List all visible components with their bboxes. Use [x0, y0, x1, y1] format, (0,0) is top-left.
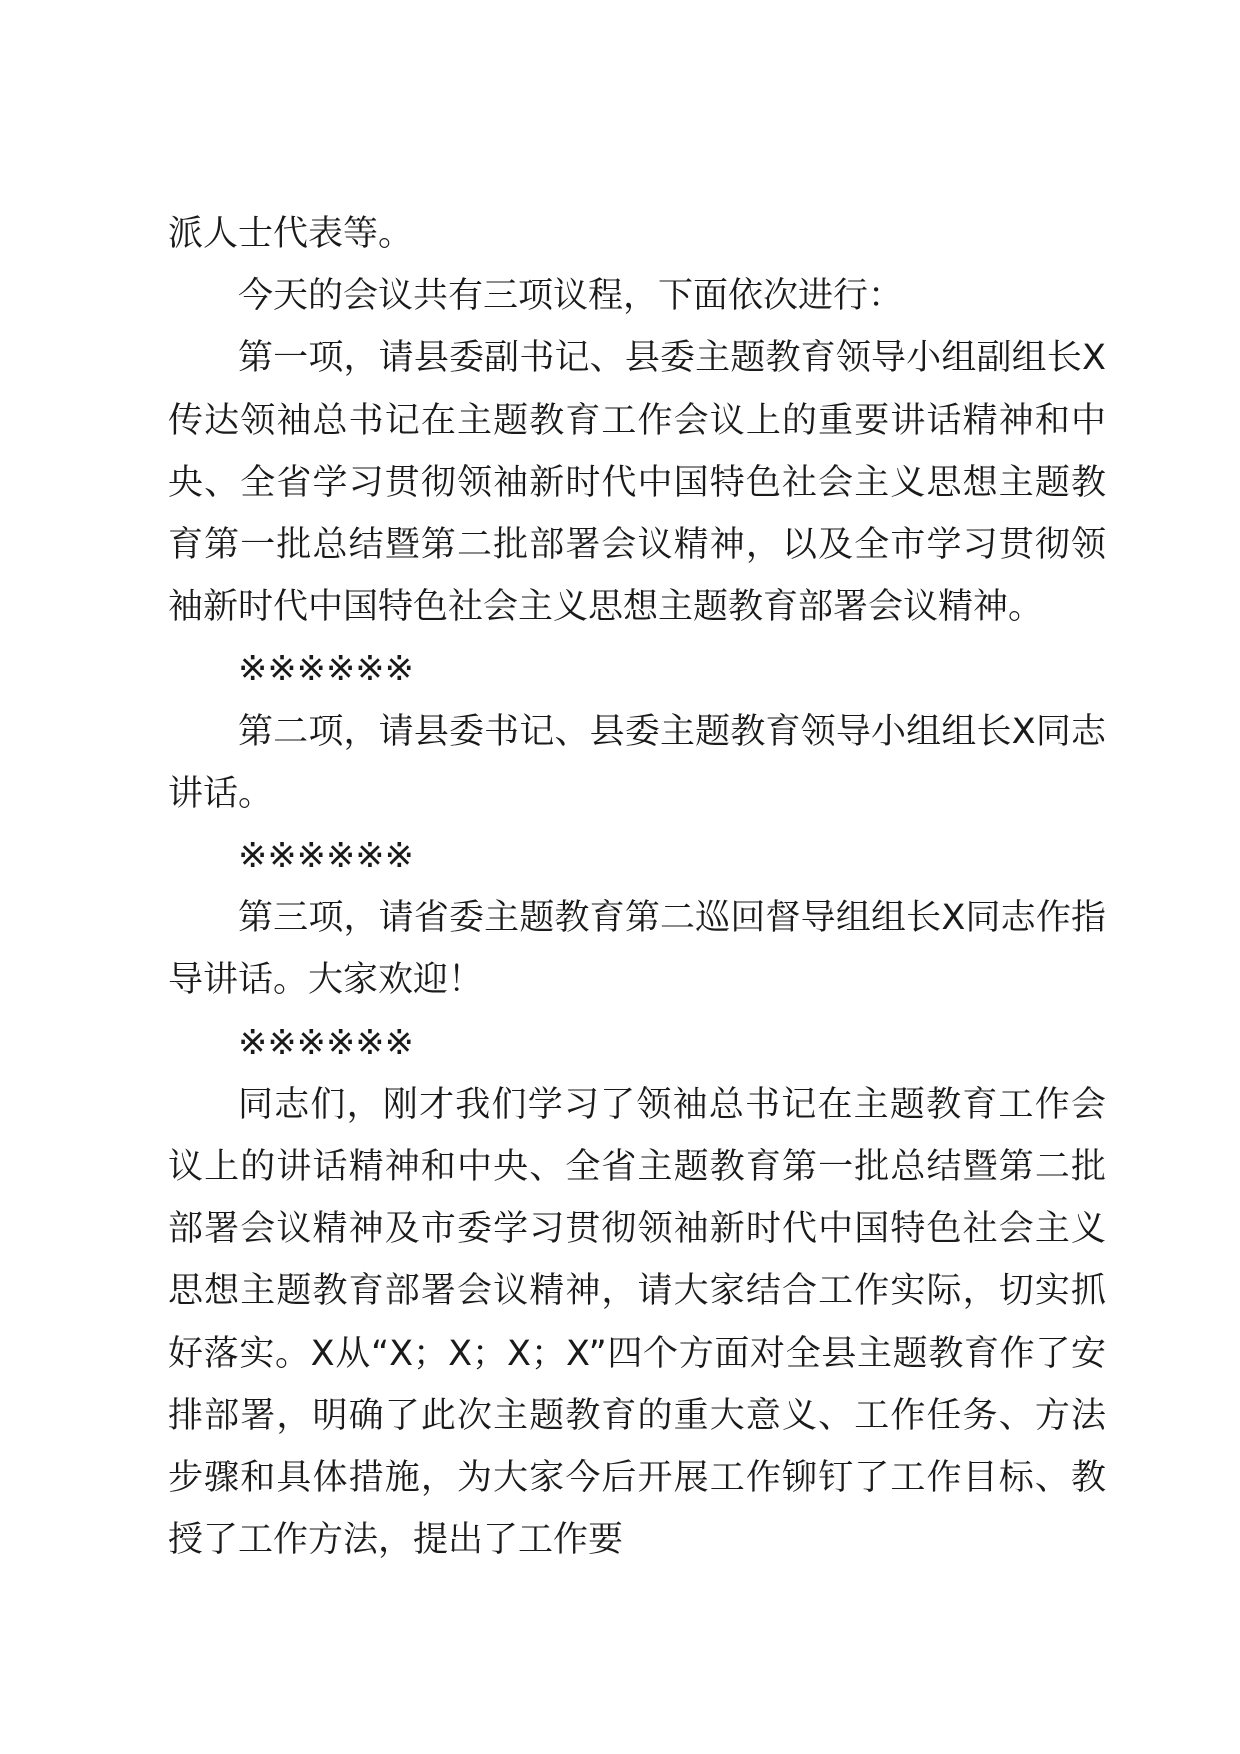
paragraph-continuation: 派人士代表等。 [168, 214, 414, 254]
document-body [168, 203, 1106, 1571]
separator-marks: ※※※※※※ [238, 649, 414, 690]
paragraph-agenda-intro: 今天的会议共有三项议程，下面依次进行： [238, 276, 904, 317]
paragraph-item-two: 第二项，请县委书记、县委主题教育领导小组组长X同志讲话。 [168, 711, 1106, 814]
separator-marks: ※※※※※※ [238, 836, 414, 877]
paragraph-item-three: 第三项，请省委主题教育第二巡回督导组组长X同志作指导讲话。大家欢迎！ [168, 898, 1106, 1001]
separator-marks: ※※※※※※ [238, 1022, 414, 1063]
paragraph-closing-remarks: 同志们，刚才我们学习了领袖总书记在主题教育工作会议上的讲话精神和中央、全省主题教育第一批总结暨第二批部署会议精神及市委学习贯彻领袖新时代中国特色社会主义思想主题教育部署会议精神，请大家结合工作实际，切实抓好落实。X从“X；X；X；X”四个方面对全县主题教育作了安排部署，明确了此次主题教育的重大意义、工作任务、方法步骤和具体措施，为大家今后开展工作铆钉了工作目标、教授了工作方法，提出了工作要 [168, 1084, 1106, 1561]
paragraph-item-one: 第一项，请县委副书记、县委主题教育领导小组副组长X传达领袖总书记在主题教育工作会议上的重要讲话精神和中央、全省学习贯彻领袖新时代中国特色社会主义思想主题教育第一批总结暨第二批部署会议精神，以及全市学习贯彻领袖新时代中国特色社会主义思想主题教育部署会议精神。 [168, 338, 1106, 628]
